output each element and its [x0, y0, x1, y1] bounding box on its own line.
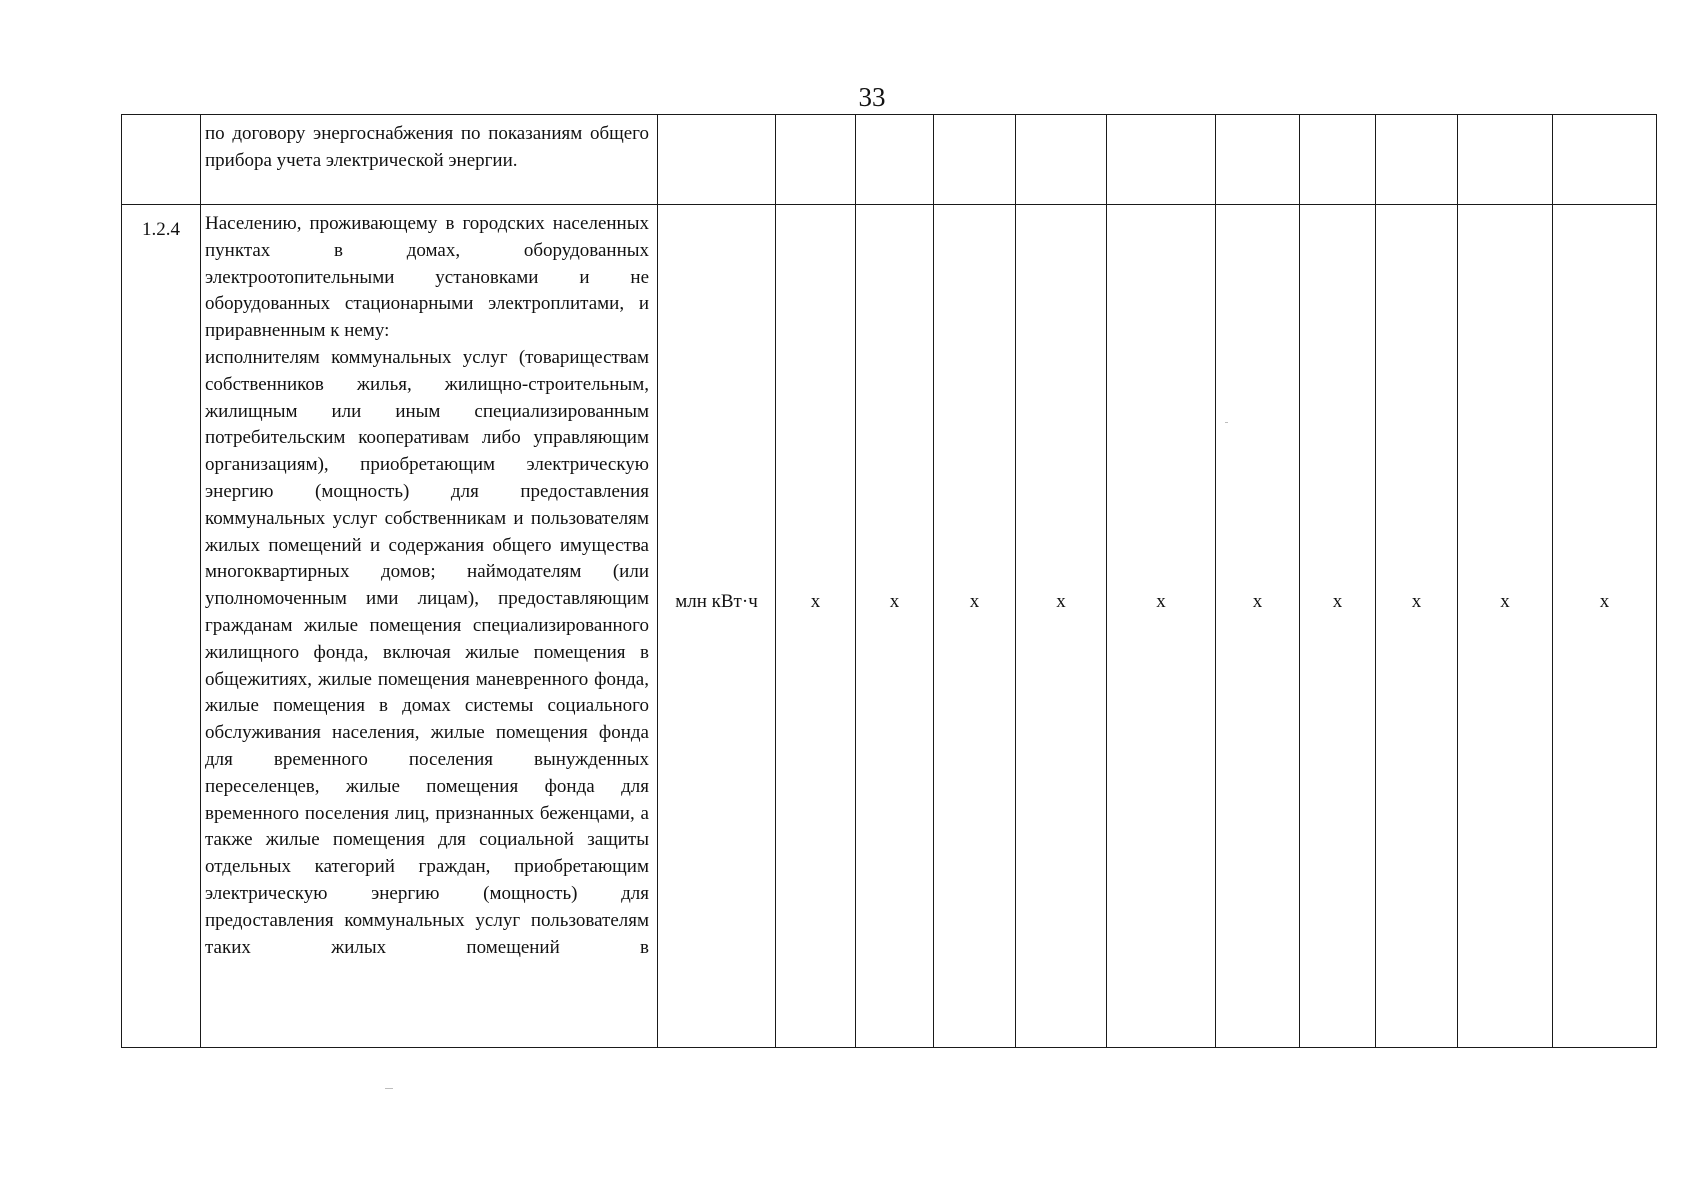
value-cell — [1107, 205, 1216, 1048]
unit-label: млн кВт·ч — [675, 591, 758, 612]
value-cell — [776, 115, 856, 205]
value-cell — [1553, 205, 1657, 1048]
row-description-cell — [201, 115, 658, 205]
row-description-cell — [201, 205, 658, 1048]
value-cell — [1376, 205, 1458, 1048]
unit-cell — [658, 115, 776, 205]
value-mark: x — [810, 591, 821, 612]
value-cell — [1553, 115, 1657, 205]
value-cell — [856, 205, 934, 1048]
value-mark: x — [1500, 591, 1510, 612]
value-mark: x — [1156, 591, 1166, 612]
value-mark: x — [969, 591, 980, 612]
table-row — [122, 115, 1657, 205]
value-cell — [776, 205, 856, 1048]
value-mark: x — [1056, 591, 1066, 612]
unit-cell — [658, 205, 776, 1048]
value-mark: x — [889, 591, 900, 612]
row-description-intro: Населению, проживающему в городских населенных пунктах в домах, оборудованных электроотопительными установками и не оборудованных стационарными электроплитами, и приравненным к нему: — [205, 213, 649, 342]
value-cell — [1458, 115, 1553, 205]
value-mark: x — [1599, 591, 1610, 612]
value-cell — [934, 205, 1016, 1048]
page-number: 33 — [858, 82, 886, 112]
value-cell — [1300, 115, 1376, 205]
scan-speck — [385, 1088, 393, 1089]
value-cell — [1458, 205, 1553, 1048]
value-cell — [1300, 205, 1376, 1048]
table-row — [122, 205, 1657, 1048]
row-description-text: по договору энергоснабжения по показаниям общего прибора учета электрической энергии. — [205, 123, 649, 171]
value-cell — [1107, 115, 1216, 205]
row-description-body: исполнителям коммунальных услуг (товариществам собственников жилья, жилищно-строительным, жилищным или иным специализированным потребительским кооперативам либо управляющим организациям), приобретающим электрическую энергию (мощность) для предоставления коммунальных услуг собственникам и пользователям жилых помещений и содержания общего имущества многоквартирных домов; наймодателям (или уполномоченным ими лицам), предоставляющим гражданам жилые помещения специализированного жилищного фонда, включая жилые помещения в общежитиях, жилые помещения маневренного фонда, жилые помещения в домах системы социального обслуживания населения, жилые помещения фонда для временного поселения вынужденных переселенцев, жилые помещения фонда для временного поселения лиц, признанных беженцами, а также жилые помещения для социальной защиты отдельных категорий граждан, приобретающим электрическую энергию (мощность) для предоставления коммунальных услуг пользователям таких жилых помещений в — [205, 346, 649, 958]
row-number-cell: 1.2.4 — [122, 205, 201, 1048]
value-cell — [1216, 115, 1300, 205]
scan-speck — [1225, 422, 1228, 423]
value-cell — [934, 115, 1016, 205]
value-mark: x — [1332, 591, 1343, 612]
value-cell — [1016, 115, 1107, 205]
value-cell — [1216, 205, 1300, 1048]
row-number-cell — [122, 115, 201, 205]
value-cell — [1376, 115, 1458, 205]
tariff-table — [121, 114, 1657, 1048]
value-cell — [856, 115, 934, 205]
value-mark: x — [1252, 591, 1263, 612]
value-cell — [1016, 205, 1107, 1048]
value-mark: x — [1411, 591, 1422, 612]
